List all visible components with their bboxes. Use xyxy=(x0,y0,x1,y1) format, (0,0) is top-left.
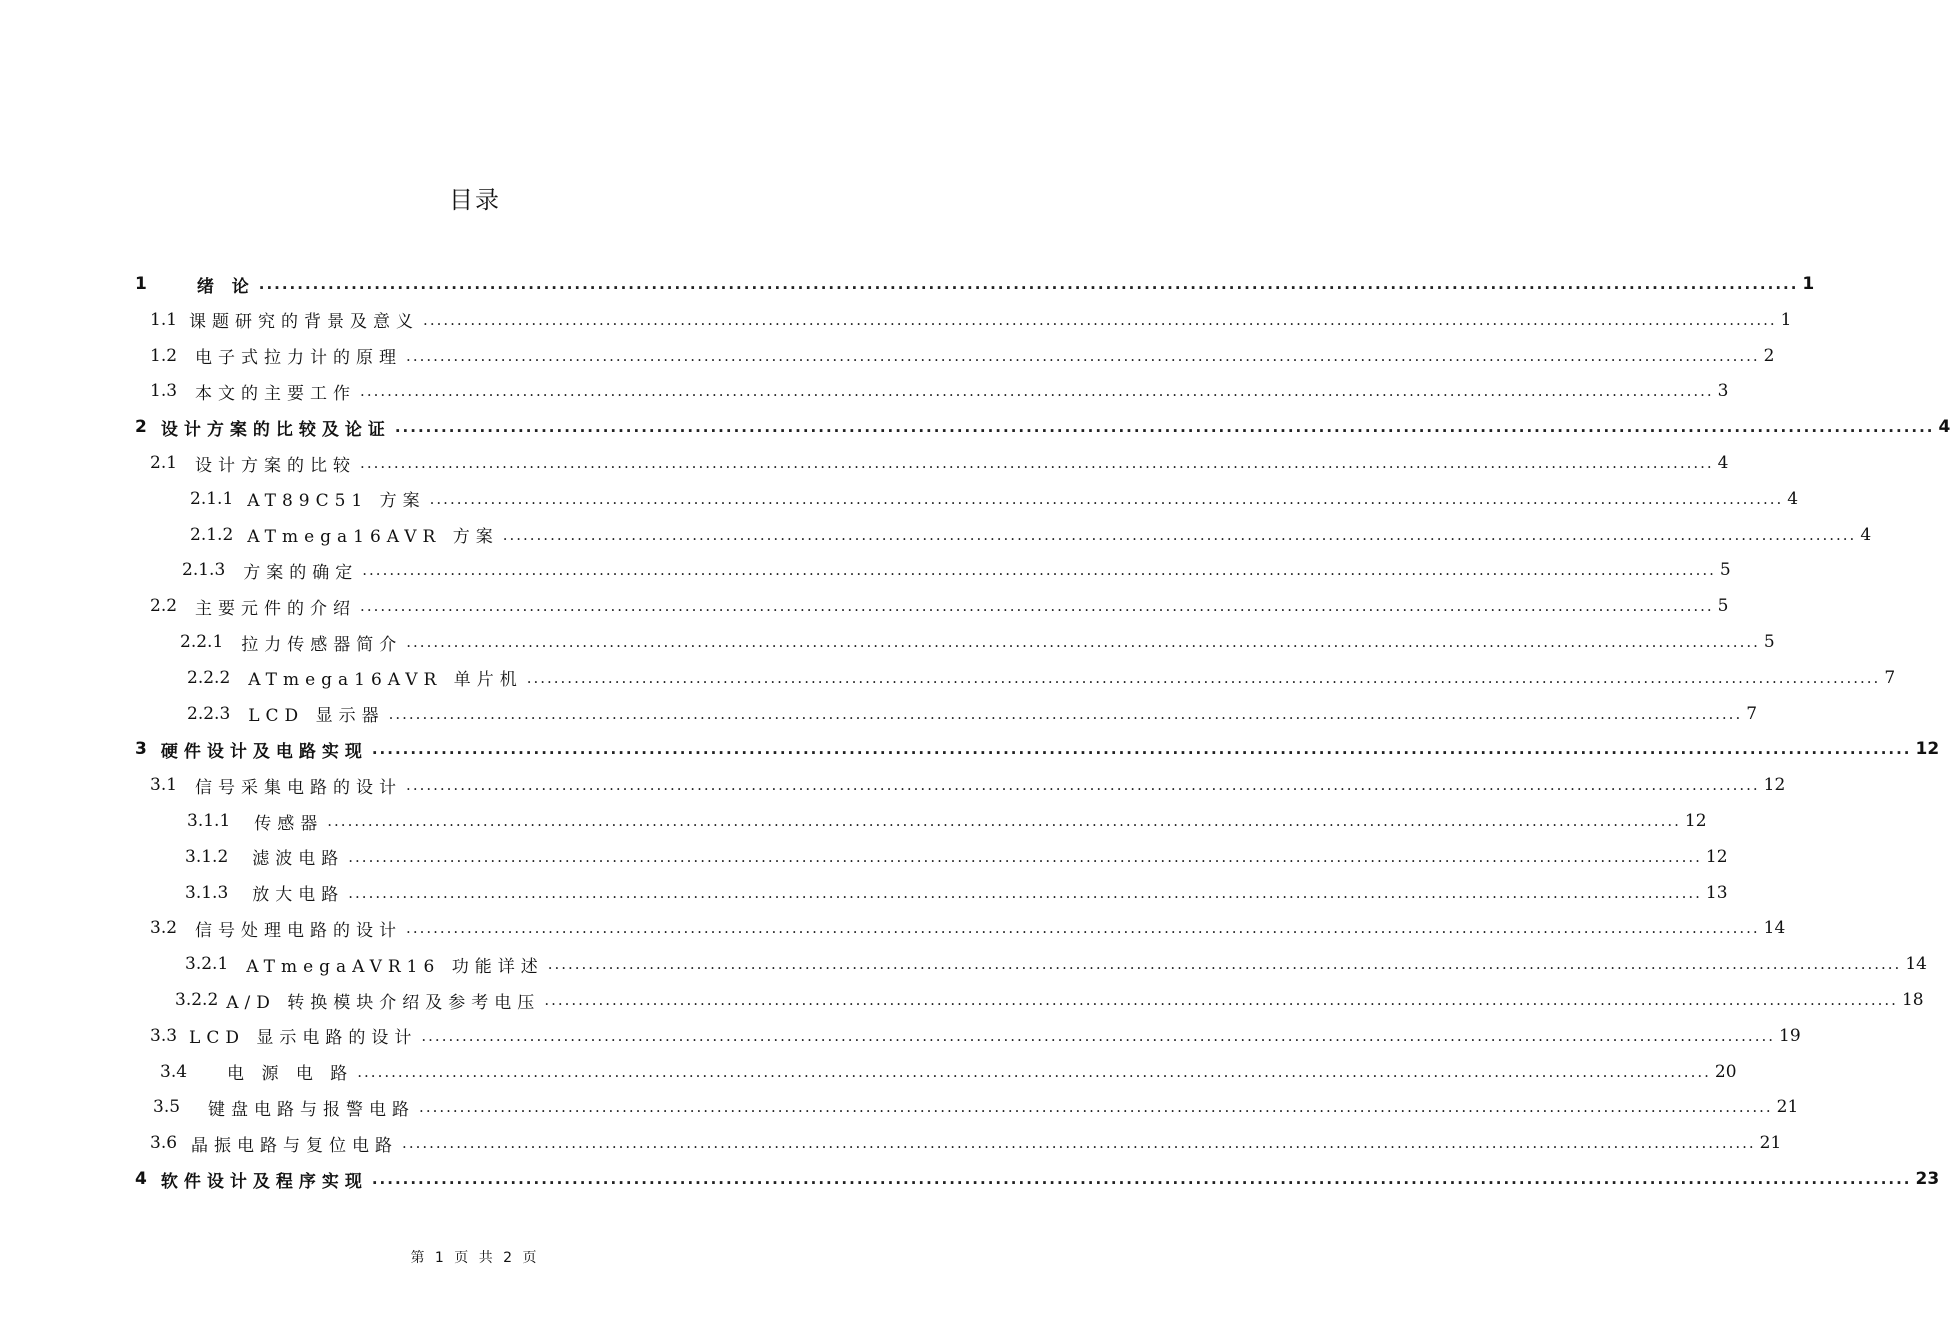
toc-page-number: 4 xyxy=(1938,417,1950,438)
toc-page-number: 12 xyxy=(1684,811,1707,831)
toc-title: 放大电路 xyxy=(252,885,345,906)
toc-entry[interactable] xyxy=(0,1054,1737,1090)
toc-number: 3 xyxy=(135,739,147,760)
toc-entry[interactable] xyxy=(0,660,1896,696)
toc-number: 1.1 xyxy=(150,309,178,330)
page-title: 目录 xyxy=(449,186,501,214)
toc-number: 1.2 xyxy=(150,345,178,366)
toc-page-number: 12 xyxy=(1763,775,1786,796)
toc-entry[interactable] xyxy=(0,875,1728,911)
toc-page-number: 4 xyxy=(1787,488,1799,509)
toc-title: 本文的主要工作 xyxy=(195,383,357,404)
toc-title: 硬件设计及电路实现 xyxy=(160,741,368,762)
toc-leader-dots: ........................................................................................................................................................................................................ xyxy=(502,525,1857,544)
toc-page-number: 4 xyxy=(1860,524,1872,545)
toc-entry[interactable] xyxy=(0,1125,1782,1161)
toc-page-number: 2 xyxy=(1763,345,1775,366)
toc-number: 2.2 xyxy=(150,596,178,617)
toc-entry[interactable] xyxy=(0,624,1775,660)
toc-page-number: 4 xyxy=(1717,453,1729,473)
toc-title: A/D 转换模块介绍及参考电压 xyxy=(226,992,541,1013)
toc-number: 2.2.1 xyxy=(180,632,224,652)
toc-entry[interactable] xyxy=(0,767,1786,803)
toc-leader-dots: ........................................................................................................................................................................................................ xyxy=(388,704,1743,723)
toc-title: 晶振电路与复位电路 xyxy=(191,1135,399,1156)
toc-page-number: 7 xyxy=(1884,667,1896,688)
toc-number: 3.2 xyxy=(150,918,178,939)
toc-title: 信号处理电路的设计 xyxy=(195,920,403,941)
toc-number: 2.2.3 xyxy=(187,703,231,724)
toc-leader-dots: ........................................................................................................................................................................................................ xyxy=(348,847,1702,866)
toc-leader-dots: ........................................................................................................................................................................................................ xyxy=(258,275,1799,293)
toc-number: 2 xyxy=(135,417,147,438)
toc-entry[interactable] xyxy=(0,1018,1801,1054)
toc-entry[interactable] xyxy=(0,982,1924,1018)
toc-number: 3.1.1 xyxy=(187,811,231,831)
toc-title: 设计方案的比较及论证 xyxy=(160,419,391,440)
toc-page-number: 1 xyxy=(1802,274,1815,294)
page-footer: 第 1 页 共 2 页 xyxy=(410,1250,540,1266)
toc-entry[interactable] xyxy=(0,302,1792,338)
toc-page-number: 3 xyxy=(1717,381,1729,402)
toc-number: 3.2.2 xyxy=(175,990,219,1010)
toc-title: 主要元件的介绍 xyxy=(195,598,357,619)
toc-leader-dots: ........................................................................................................................................................................................................ xyxy=(544,991,1898,1009)
toc-title: 传感器 xyxy=(254,813,324,834)
toc-number: 2.2.2 xyxy=(187,667,231,688)
toc-number: 3.1.3 xyxy=(185,882,229,903)
toc-number: 3.4 xyxy=(160,1061,188,1082)
toc-leader-dots: ........................................................................................................................................................................................................ xyxy=(406,919,1760,938)
toc-title: 软件设计及程序实现 xyxy=(160,1171,368,1192)
toc-page-number: 23 xyxy=(1915,1169,1940,1189)
toc-entry[interactable] xyxy=(0,803,1707,839)
toc-entry[interactable] xyxy=(0,1161,1940,1197)
toc-number: 1 xyxy=(135,274,147,294)
toc-entry[interactable] xyxy=(0,409,1950,445)
toc-leader-dots: ........................................................................................................................................................................................................ xyxy=(423,310,1777,329)
toc-page-number: 14 xyxy=(1763,918,1786,939)
toc-number: 3.1 xyxy=(150,775,178,796)
toc-title: ATmega16AVR 单片机 xyxy=(248,670,523,691)
toc-number: 1.3 xyxy=(150,381,178,402)
toc-page-number: 5 xyxy=(1719,560,1731,581)
toc-page-number: 1 xyxy=(1780,309,1792,330)
toc-leader-dots: ........................................................................................................................................................................................................ xyxy=(547,955,1902,974)
toc-number: 2.1 xyxy=(150,453,178,473)
toc-leader-dots: ........................................................................................................................................................................................................ xyxy=(371,1170,1912,1188)
toc-title: 滤波电路 xyxy=(252,849,345,870)
toc-leader-dots: ........................................................................................................................................................................................................ xyxy=(526,668,1881,687)
toc-leader-dots: ........................................................................................................................................................................................................ xyxy=(406,633,1760,651)
toc-title: 电子式拉力计的原理 xyxy=(195,348,403,369)
toc-leader-dots: ........................................................................................................................................................................................................ xyxy=(362,561,1716,580)
toc-entry[interactable] xyxy=(0,373,1729,409)
toc-entry[interactable] xyxy=(0,338,1775,374)
toc-number: 3.5 xyxy=(153,1097,181,1118)
toc-entry[interactable] xyxy=(0,731,1940,767)
toc-title: 设计方案的比较 xyxy=(195,455,357,476)
toc-entry[interactable] xyxy=(0,481,1799,517)
toc-leader-dots: ........................................................................................................................................................................................................ xyxy=(402,1134,1756,1153)
toc-entry[interactable] xyxy=(0,588,1729,624)
toc-number: 2.1.1 xyxy=(190,488,234,509)
toc-title: LCD 显示器 xyxy=(248,706,385,727)
toc-leader-dots: ........................................................................................................................................................................................................ xyxy=(357,1062,1711,1081)
toc-leader-dots: ........................................................................................................................................................................................................ xyxy=(360,597,1714,616)
toc-leader-dots: ........................................................................................................................................................................................................ xyxy=(360,454,1714,472)
toc-title: 信号采集电路的设计 xyxy=(195,777,403,798)
toc-number: 3.6 xyxy=(150,1133,178,1154)
toc-leader-dots: ........................................................................................................................................................................................................ xyxy=(406,776,1760,795)
toc-number: 2.1.3 xyxy=(182,560,226,581)
toc-title: 键盘电路与报警电路 xyxy=(208,1099,416,1120)
toc-entry[interactable] xyxy=(0,552,1731,588)
toc-number: 3.3 xyxy=(150,1025,178,1046)
toc-title: ATmega16AVR 方案 xyxy=(247,527,499,548)
toc-leader-dots: ........................................................................................................................................................................................................ xyxy=(371,740,1912,759)
toc-title: 电 源 电 路 xyxy=(227,1064,354,1085)
toc-title: 课题研究的背景及意义 xyxy=(189,312,420,333)
toc-page-number: 14 xyxy=(1905,954,1927,975)
toc-page-number: 21 xyxy=(1776,1097,1799,1118)
toc-entry[interactable] xyxy=(0,910,1786,946)
toc-title: 绪 论 xyxy=(196,276,255,297)
toc-number: 2.1.2 xyxy=(190,524,234,545)
toc-leader-dots: ........................................................................................................................................................................................................ xyxy=(419,1098,1773,1117)
toc-entry[interactable] xyxy=(0,946,1927,982)
toc-entry[interactable] xyxy=(0,1089,1799,1125)
toc-page-number: 12 xyxy=(1915,739,1940,760)
toc-page-number: 20 xyxy=(1714,1061,1737,1082)
toc-leader-dots: ........................................................................................................................................................................................................ xyxy=(421,1026,1776,1045)
toc-page-number: 7 xyxy=(1746,703,1758,724)
toc-page-number: 18 xyxy=(1901,990,1924,1010)
toc-number: 3.1.2 xyxy=(185,846,229,867)
toc-title: AT89C51 方案 xyxy=(247,491,426,512)
toc-page-number: 21 xyxy=(1759,1133,1782,1154)
toc-page-number: 12 xyxy=(1705,846,1728,867)
toc-entry[interactable] xyxy=(0,266,1815,302)
toc-number: 4 xyxy=(135,1169,147,1189)
toc-leader-dots: ........................................................................................................................................................................................................ xyxy=(360,382,1714,401)
toc-leader-dots: ........................................................................................................................................................................................................ xyxy=(406,346,1760,365)
toc-leader-dots: ........................................................................................................................................................................................................ xyxy=(429,489,1784,508)
toc-leader-dots: ........................................................................................................................................................................................................ xyxy=(394,418,1935,437)
toc-page-number: 13 xyxy=(1705,882,1728,903)
toc-leader-dots: ........................................................................................................................................................................................................ xyxy=(348,883,1702,902)
toc-page-number: 5 xyxy=(1763,632,1775,652)
toc-title: 拉力传感器简介 xyxy=(241,634,403,655)
toc-entry[interactable] xyxy=(0,696,1758,732)
toc-title: ATmegaAVR16 功能详述 xyxy=(246,956,544,977)
toc-title: 方案的确定 xyxy=(243,562,359,583)
toc-entry[interactable] xyxy=(0,839,1728,875)
toc-title: LCD 显示电路的设计 xyxy=(189,1028,418,1049)
toc-leader-dots: ........................................................................................................................................................................................................ xyxy=(327,812,1681,830)
toc-page-number: 5 xyxy=(1717,596,1729,617)
toc-number: 3.2.1 xyxy=(185,954,229,975)
toc-entry[interactable] xyxy=(0,517,1872,553)
toc-entry[interactable] xyxy=(0,445,1729,481)
toc-page-number: 19 xyxy=(1779,1025,1801,1046)
